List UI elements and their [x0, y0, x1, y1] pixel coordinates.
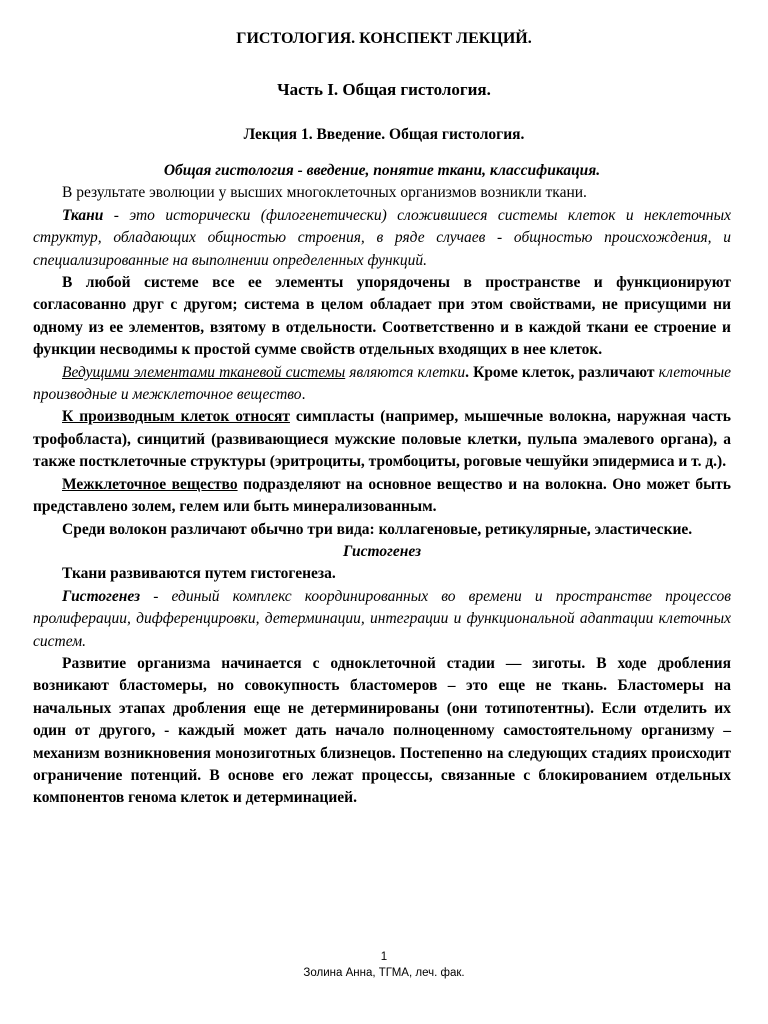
histogenesis-heading: Гистогенез	[342, 542, 422, 560]
paragraph-3: В любой системе все ее элементы упорядочены в пространстве и функционируют согласованно друг с другом; система в целом обладает при этом свойствами, не присущими ни одному из ее элементов, взятому в отдельности. Соответственно и в каждой ткани ее строение и функции несводимы к простой сумме свойств отдельных входящих в нее клеток.	[33, 274, 731, 359]
paragraph-6-underlined: Межклеточное вещество	[62, 475, 238, 493]
term-histogenesis: Гистогенез	[62, 587, 141, 605]
paragraph-6-text: подразделяют на основное вещество и на волокна. Оно может быть представлено золем, гелем или быть минерализованным.	[33, 475, 731, 516]
paragraph-4-underlined: Ведущими элементами тканевой системы	[62, 363, 346, 381]
document-title: ГИСТОЛОГИЯ. КОНСПЕКТ ЛЕКЦИЙ.	[236, 30, 532, 47]
page-number: 1	[380, 951, 388, 963]
paragraph-6	[33, 474, 731, 519]
paragraph-7: Среди волокон различают обычно три вида: коллагеновые, ретикулярные, эластические.	[62, 520, 693, 538]
paragraph-2	[33, 205, 731, 272]
document-body	[33, 160, 731, 810]
paragraph-5-text: симпласты (например, мышечные волокна, наружная часть трофобласта), синцитий (развивающиеся мужские половые клетки, пульпа эмалевого органа), а также постклеточные структуры (эритроциты, тромбоциты, роговые чешуйки эпидермиса и т. д.).	[33, 408, 731, 471]
paragraph-5-underlined: К производным клеток относят	[62, 408, 290, 426]
part-title: Часть I. Общая гистология.	[277, 80, 491, 99]
paragraph-1: В результате эволюции у высших многоклеточных организмов возникли ткани.	[62, 184, 587, 202]
paragraph-9-text: - единый комплекс координированных во времени и пространстве процессов пролиферации, дифференцировки, детерминации, интеграции и функциональной адаптации клеточных систем.	[33, 587, 731, 650]
paragraph-8: Ткани развиваются путем гистогенеза.	[62, 565, 336, 583]
paragraph-4	[33, 362, 731, 407]
section-heading: Общая гистология - введение, понятие ткани, классификация.	[163, 162, 601, 179]
lecture-title: Лекция 1. Введение. Общая гистология.	[243, 126, 525, 143]
paragraph-2-text: - это исторически (филогенетически) сложившиеся системы клеток и неклеточных структур, обладающих общностью строения, в ряде случаев - общностью происхождения, и специализированные на выполнении определенных функций.	[33, 206, 731, 269]
paragraph-5	[33, 406, 731, 473]
paragraph-10: Развитие организма начинается с одноклеточной стадии — зиготы. В ходе дробления возникают бластомеры, но совокупность бластомеров – это еще не ткань. Бластомеры на начальных этапах дробления еще не детерминированы (они тотипотентны). Если отделить их один от другого, - каждый может дать начало полноценному самостоятельному организму – механизм возникновения монозиготных близнецов. Постепенно на следующих стадиях происходит ограничение потенций. В основе его лежат процессы, связанные с блокированием отдельных компонентов генома клеток и детерминацией.	[33, 654, 731, 807]
footer-author: Золина Анна, ТГМА, леч. фак.	[303, 967, 465, 979]
paragraph-4-bold: . Кроме клеток, различают	[465, 363, 659, 381]
paragraph-4-italic-end: клеточные производные и межклеточное вещество	[33, 363, 731, 404]
paragraph-9	[33, 586, 731, 653]
paragraph-4-italic: являются клетки	[345, 363, 466, 381]
paragraph-4-dot: .	[301, 386, 306, 404]
term-tissues: Ткани	[62, 206, 104, 224]
